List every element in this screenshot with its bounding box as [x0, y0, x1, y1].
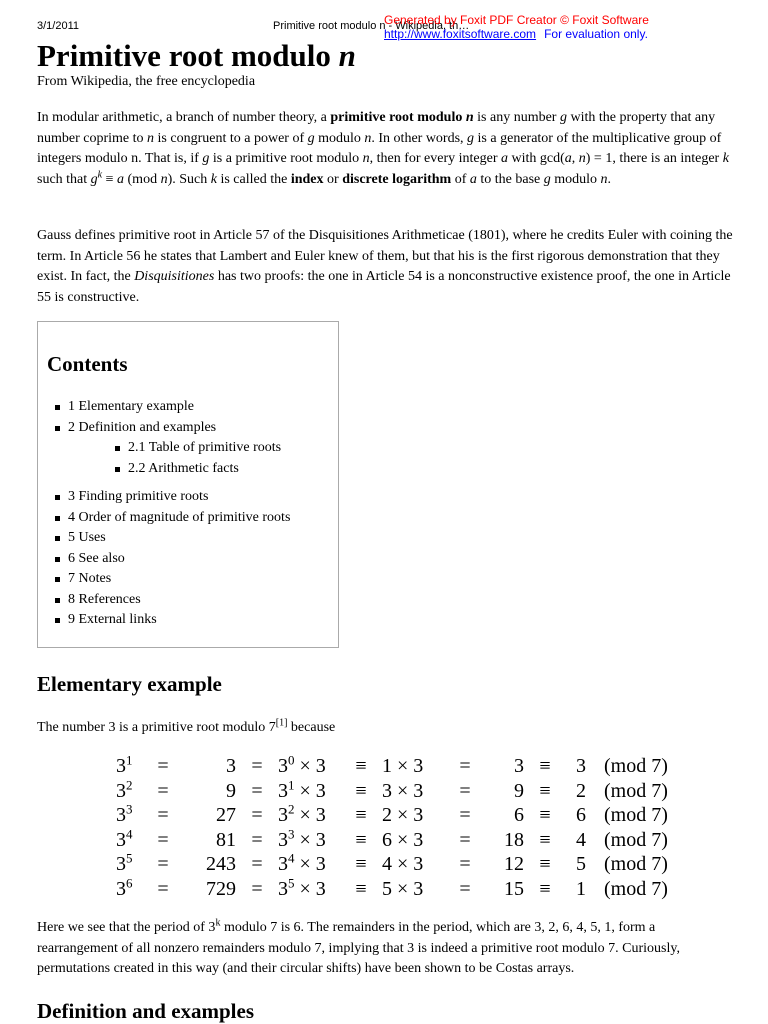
elementary-intro: The number 3 is a primitive root modulo 7[1] because — [37, 717, 336, 735]
period-paragraph: Here we see that the period of 3$^k$ modulo 7 is 6. The remainders in the period, which are 3, 2, 6, 4, 5, 1, form a rearrangement of all nonzero remainders modulo 7, implying that 3 is indeed a primitive root modulo 7. Curiously, permutations created in this way (and their circular shifts) have been shown to be Costas arrays. — [37, 917, 680, 976]
toc-item-definition-and-examples[interactable]: 2 Definition and examples — [68, 418, 281, 439]
foxit-watermark — [384, 13, 649, 41]
toc-item-uses[interactable]: 5 Uses — [68, 528, 290, 549]
toc-item-notes[interactable]: 7 Notes — [68, 569, 290, 590]
page-subtitle: From Wikipedia, the free encyclopedia — [37, 74, 256, 89]
citation-1[interactable]: [1] — [275, 717, 288, 729]
toc-item-elementary-example[interactable]: 1 Elementary example — [68, 397, 281, 418]
section-heading-definition-and-examples: Definition and examples — [37, 999, 255, 1023]
math-row: $3^3$ = 27 = $3^2 \times 3$ ≡ 2 × 3 = 6 ≡ 6 (mod 7) — [116, 801, 668, 826]
section-heading-elementary-example: Elementary example — [37, 672, 222, 696]
watermark-eval: For evaluation only. — [544, 27, 648, 41]
toc-item-references[interactable]: 8 References — [68, 590, 290, 611]
toc-item-order-of-magnitude[interactable]: 4 Order of magnitude of primitive roots — [68, 508, 290, 529]
math-row: $3^5$ = 243 = $3^4 \times 3$ ≡ 4 × 3 = 12 ≡ 5 (mod 7) — [116, 850, 668, 875]
toc-list — [68, 397, 281, 479]
toc-item-finding-primitive-roots[interactable]: 3 Finding primitive roots — [68, 487, 290, 508]
intro-paragraph: In modular arithmetic, a branch of number theory, a primitive root modulo n is any number g with the property that any number coprime to n is congruent to a power of g modulo n. In other words, g is a generator of the multiplicative group of integers modulo n. That is, if g is a primitive root modulo n, then for every integer a with gcd(a, n) = 1, there is an integer k such that $g^k \equiv a$ (mod n). Such k is called the index or discrete logarithm of a to the base g modulo n. — [37, 110, 729, 187]
watermark-link[interactable]: http://www.foxitsoftware.com — [384, 27, 537, 41]
powers-of-3-table — [116, 754, 668, 901]
header-date: 3/1/2011 — [37, 20, 80, 32]
math-row: $3^4$ = 81 = $3^3 \times 3$ ≡ 6 × 3 = 18 ≡ 4 (mod 7) — [116, 825, 668, 851]
header-page-title: Primitive root modulo n - Wikipedia, th… — [273, 20, 470, 32]
page-title: Primitive root modulo n — [37, 38, 356, 73]
toc-list-continued — [68, 487, 290, 631]
toc-item-see-also[interactable]: 6 See also — [68, 549, 290, 570]
math-row: $3^1$ = 3 = $3^0 \times 3$ ≡ 1 × 3 = 3 ≡ 3 (mod 7) — [116, 752, 668, 777]
math-row: $3^6$ = 729 = $3^5 \times 3$ ≡ 5 × 3 = 15 ≡ 1 (mod 7) — [116, 874, 668, 900]
toc-item-arithmetic-facts[interactable]: 2.2 Arithmetic facts — [128, 459, 281, 480]
math-row: $3^2$ = 9 = $3^1 \times 3$ ≡ 3 × 3 = 9 ≡ 2 (mod 7) — [116, 776, 668, 802]
index-link[interactable]: index — [290, 171, 324, 187]
gauss-paragraph: Gauss defines primitive root in Article 57 of the Disquisitiones Arithmeticae (1801), where he credits Euler with coining the term. In Article 56 he states that Lambert and Euler knew of them, but that his is the first rigorous demonstration that they exist. In fact, the Disquisitiones has two proofs: the one in Article 54 is a nonconstructive existence proof, the one in Article 55 is constructive. — [37, 228, 733, 305]
toc-heading: Contents — [47, 352, 128, 376]
discrete-logarithm-link[interactable]: discrete logarithm — [342, 171, 452, 187]
toc-item-table-of-primitive-roots[interactable]: 2.1 Table of primitive roots — [128, 438, 281, 459]
toc-item-external-links[interactable]: 9 External links — [68, 610, 290, 631]
watermark-notice: Generated by Foxit PDF Creator © Foxit Software — [384, 13, 649, 27]
